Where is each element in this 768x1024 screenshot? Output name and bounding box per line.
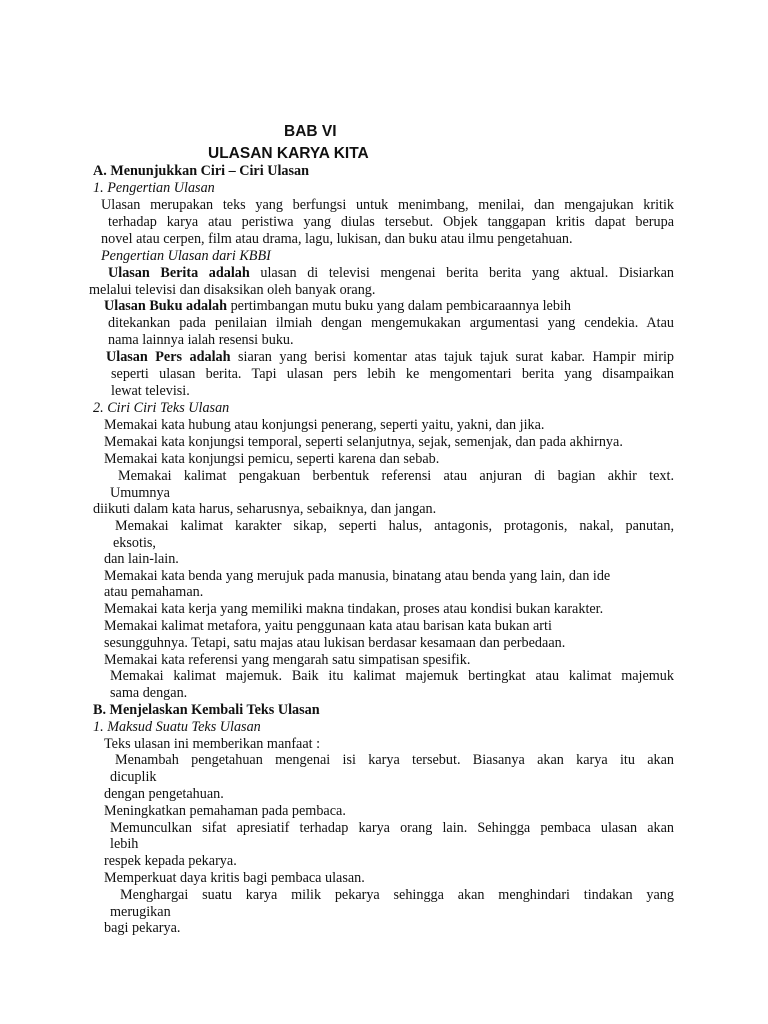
definition-text: pertimbangan mutu buku yang dalam pembicaraannya lebih [227,298,571,314]
definition-term: Ulasan Buku adalah [104,298,228,314]
list-item-continuation: respek kepada pekarya. [104,853,237,869]
list-item-continuation: Umumnya [110,485,170,501]
definition-line: seperti ulasan berita. Tapi ulasan pers lebih ke mengomentari berita yang disampaikan [111,366,674,382]
definition-line: ditekankan pada penilaian ilmiah dengan mengemukakan argumentasi yang cendekia. Atau [108,315,674,331]
list-item: Memperkuat daya kritis bagi pembaca ulasan. [104,870,365,886]
list-item-continuation: sesungguhnya. Tetapi, satu majas atau lukisan berdasar kesamaan dan perbedaan. [104,635,566,651]
list-intro: Teks ulasan ini memberikan manfaat : [104,736,321,752]
definition-term: Ulasan Pers adalah [106,349,231,365]
chapter-number: BAB VI [284,123,337,140]
subsection-a1-heading: 1. Pengertian Ulasan [93,180,215,196]
subsection-a2-heading: 2. Ciri Ciri Teks Ulasan [93,400,230,416]
list-item: Menambah pengetahuan mengenai isi karya tersebut. Biasanya akan karya itu akan [115,752,674,768]
list-item-continuation: atau pemahaman. [104,584,204,600]
section-b-heading: B. Menjelaskan Kembali Teks Ulasan [93,702,320,718]
list-item: Memakai kata benda yang merujuk pada manusia, binatang atau benda yang lain, dan ide [104,568,611,584]
kbbi-heading: Pengertian Ulasan dari KBBI [101,248,271,264]
paragraph-line: novel atau cerpen, film atau drama, lagu, lukisan, dan buku atau ilmu pengetahuan. [101,231,573,247]
list-item-continuation: eksotis, [113,535,156,551]
list-item: Meningkatkan pemahaman pada pembaca. [104,803,346,819]
definition-line [104,298,571,315]
definition-line [108,265,674,282]
list-item: Memakai kata konjungsi pemicu, seperti karena dan sebab. [104,451,440,467]
list-item-continuation: dicuplik [110,769,157,785]
list-item-continuation: dengan pengetahuan. [104,786,224,802]
definition-text: siaran yang berisi komentar atas tajuk tajuk surat kabar. Hampir mirip [230,349,674,365]
list-item: Memakai kata referensi yang mengarah satu simpatisan spesifik. [104,652,471,668]
definition-line: melalui televisi dan disaksikan oleh banyak orang. [89,282,376,298]
list-item: Memakai kata hubung atau konjungsi penerang, seperti yaitu, yakni, dan jika. [104,417,545,433]
paragraph-line: Ulasan merupakan teks yang berfungsi untuk menimbang, menilai, dan mengajukan kritik [101,197,674,213]
list-item-continuation: dan lain-lain. [104,551,179,567]
paragraph-line: terhadap karya atau peristiwa yang diulas tersebut. Objek tanggapan kritis dapat berupa [108,214,674,230]
list-item: Memakai kalimat pengakuan berbentuk referensi atau anjuran di bagian akhir text. [118,468,674,484]
chapter-title: ULASAN KARYA KITA [208,145,369,162]
list-item: Memakai kalimat metafora, yaitu penggunaan kata atau barisan kata bukan arti [104,618,552,634]
list-item: Menghargai suatu karya milik pekarya sehingga akan menghindari tindakan yang [120,887,674,903]
definition-line: lewat televisi. [111,383,190,399]
list-item: Memakai kalimat majemuk. Baik itu kalimat majemuk bertingkat atau kalimat majemuk [110,668,674,684]
definition-line [106,349,674,366]
list-item: Memakai kalimat karakter sikap, seperti halus, antagonis, protagonis, nakal, panutan, [115,518,674,534]
list-item: Memakai kata konjungsi temporal, seperti selanjutnya, sejak, semenjak, dan pada akhirnya. [104,434,623,450]
list-item-continuation: diikuti dalam kata harus, seharusnya, sebaiknya, dan jangan. [93,501,437,517]
list-item-continuation: merugikan [110,904,171,920]
list-item: Memakai kata kerja yang memiliki makna tindakan, proses atau kondisi bukan karakter. [104,601,604,617]
list-item: Memunculkan sifat apresiatif terhadap karya orang lain. Sehingga pembaca ulasan akan [110,820,674,836]
list-item-continuation: bagi pekarya. [104,920,181,936]
definition-text: ulasan di televisi mengenai berita berita yang aktual. Disiarkan [249,265,674,281]
list-item-continuation: lebih [110,836,139,852]
section-a-heading: A. Menunjukkan Ciri – Ciri Ulasan [93,163,309,179]
definition-line: nama lainnya ialah resensi buku. [108,332,294,348]
subsection-b1-heading: 1. Maksud Suatu Teks Ulasan [93,719,261,735]
list-item-continuation: sama dengan. [110,685,188,701]
definition-term: Ulasan Berita adalah [108,265,250,281]
